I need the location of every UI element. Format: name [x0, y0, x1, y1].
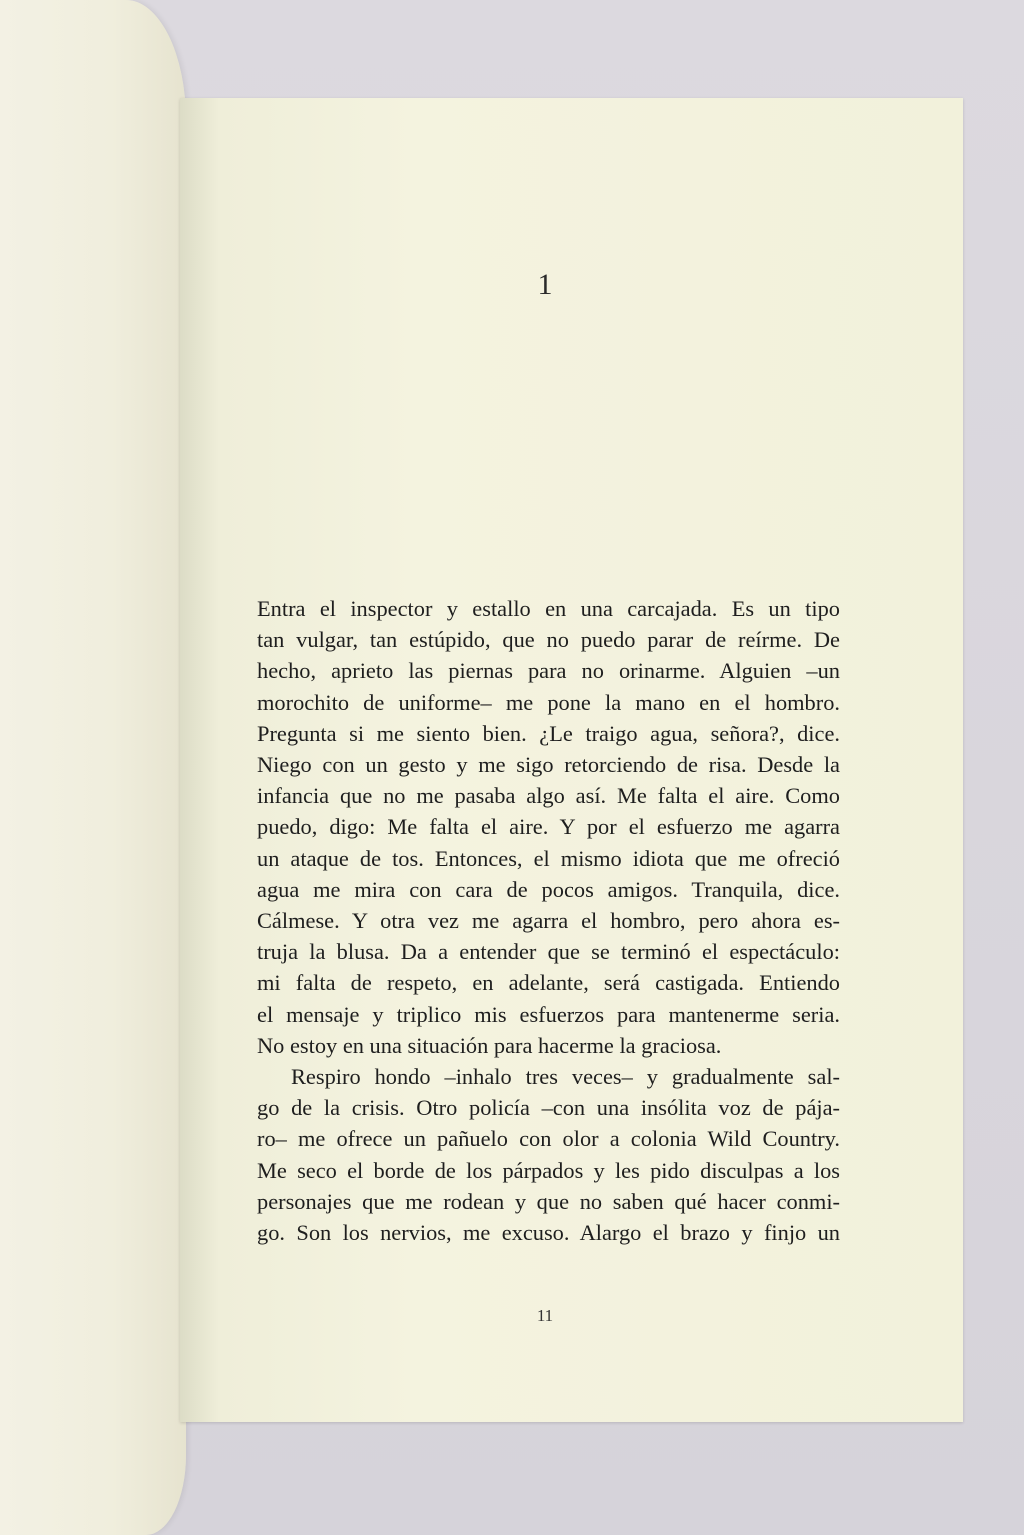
text-line: un ataque de tos. Entonces, el mismo idiota que me ofreció: [257, 845, 840, 871]
text-line: Cálmese. Y otra vez me agarra el hombro, pero ahora es-: [257, 908, 840, 934]
left-page: [0, 0, 186, 1535]
text-line: personajes que me rodean y que no saben qué hacer conmi-: [257, 1188, 840, 1214]
text-line: Niego con un gesto y me sigo retorciendo de risa. Desde la: [257, 752, 840, 778]
chapter-number: 1: [537, 268, 553, 301]
text-line: infancia que no me pasaba algo así. Me falta el aire. Como: [257, 783, 840, 809]
text-line: puedo, digo: Me falta el aire. Y por el esfuerzo me agarra: [257, 814, 840, 840]
text-line: morochito de uniforme– me pone la mano en el hombro.: [257, 689, 840, 715]
text-line: tan vulgar, tan estúpido, que no puedo parar de reírme. De: [257, 627, 840, 653]
text-line: hecho, aprieto las piernas para no orinarme. Alguien –un: [257, 658, 840, 684]
text-line: agua me mira con cara de pocos amigos. Tranquila, dice.: [257, 876, 840, 902]
text-line: el mensaje y triplico mis esfuerzos para mantenerme seria.: [257, 1001, 840, 1027]
body-text: [257, 593, 840, 1248]
text-line: No estoy en una situación para hacerme la graciosa.: [257, 1032, 722, 1058]
text-line: go. Son los nervios, me excuso. Alargo el brazo y finjo un: [257, 1220, 840, 1246]
text-line: ro– me ofrece un pañuelo con olor a colonia Wild Country.: [257, 1126, 840, 1152]
text-line: Pregunta si me siento bien. ¿Le traigo agua, señora?, dice.: [257, 720, 840, 746]
text-line: go de la crisis. Otro policía –con una insólita voz de pája-: [257, 1095, 840, 1121]
text-line: mi falta de respeto, en adelante, será castigada. Entiendo: [257, 970, 840, 996]
text-line: Respiro hondo –inhalo tres veces– y gradualmente sal-: [291, 1064, 840, 1090]
text-line: Entra el inspector y estallo en una carcajada. Es un tipo: [257, 596, 840, 621]
text-line: truja la blusa. Da a entender que se terminó el espectáculo:: [257, 939, 840, 965]
text-line: Me seco el borde de los párpados y les pido disculpas a los: [257, 1157, 840, 1183]
page-number: 11: [536, 1306, 554, 1325]
